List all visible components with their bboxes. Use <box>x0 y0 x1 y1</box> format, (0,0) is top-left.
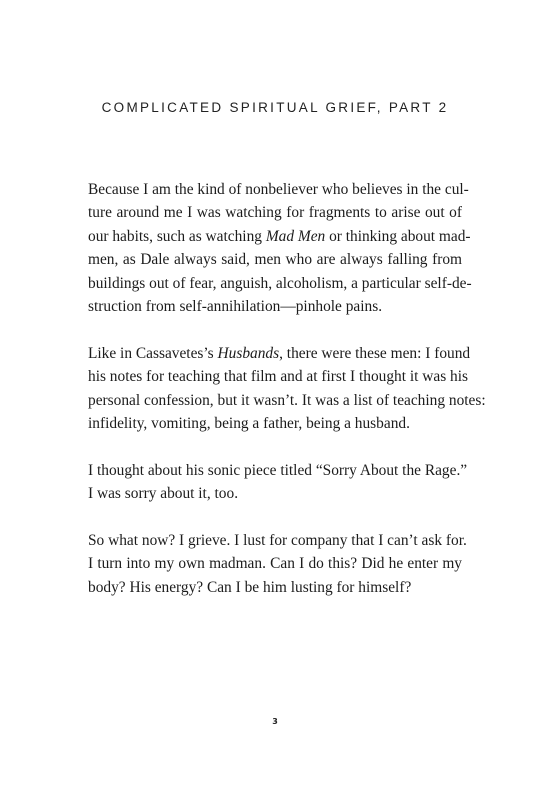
italic-title: Mad Men <box>265 227 326 245</box>
text-line <box>88 178 469 201</box>
text-run: struction from self-annihilation—pinhole pains. <box>88 297 383 315</box>
text-run: or thinking about mad- <box>325 227 471 245</box>
text-line <box>88 459 468 482</box>
paragraph <box>88 529 467 599</box>
text-run: his notes for teaching that film and at first I thought it was his <box>88 368 468 386</box>
text-run: So what now? I grieve. I lust for company that I can’t ask for. <box>88 531 467 549</box>
text-line <box>88 295 462 318</box>
page-number: 3 <box>272 717 278 726</box>
text-run: I turn into my own madman. Can I do this? Did he enter my <box>88 555 462 573</box>
body-text <box>88 178 486 622</box>
text-line <box>88 365 468 388</box>
paragraph <box>88 178 472 318</box>
text-line <box>88 342 471 365</box>
text-line <box>88 225 471 248</box>
text-run: men, as Dale always said, men who are always falling from <box>88 251 462 269</box>
text-run: I thought about his sonic piece titled “Sorry About the Rage.” <box>88 461 468 479</box>
italic-title: Husbands <box>217 344 280 362</box>
text-line <box>88 248 462 271</box>
text-line <box>88 482 462 505</box>
text-line <box>88 529 467 552</box>
text-run: buildings out of fear, anguish, alcoholism, a particular self-de- <box>88 274 472 292</box>
text-line <box>88 576 462 599</box>
text-line <box>88 201 462 224</box>
text-run: I was sorry about it, too. <box>88 485 239 503</box>
text-run: Because I am the kind of nonbeliever who believes in the cul- <box>88 181 469 198</box>
text-run: Like in Cassavetes’s <box>88 344 218 362</box>
text-line <box>88 412 462 435</box>
text-run: infidelity, vomiting, being a father, being a husband. <box>88 414 410 432</box>
chapter-title: COMPLICATED SPIRITUAL GRIEF, PART 2 <box>101 100 449 115</box>
text-line <box>88 552 462 575</box>
text-run: , there were these men: I found <box>279 344 471 362</box>
text-run: personal confession, but it wasn’t. It was a list of teaching notes: <box>88 391 486 409</box>
text-line <box>88 389 486 412</box>
text-run: ture around me I was watching for fragments to arise out of <box>88 204 462 222</box>
paragraph <box>88 342 486 436</box>
paragraph <box>88 459 468 506</box>
text-line <box>88 272 472 295</box>
text-run: body? His energy? Can I be him lusting for himself? <box>88 578 412 596</box>
text-run: our habits, such as watching <box>88 227 266 245</box>
